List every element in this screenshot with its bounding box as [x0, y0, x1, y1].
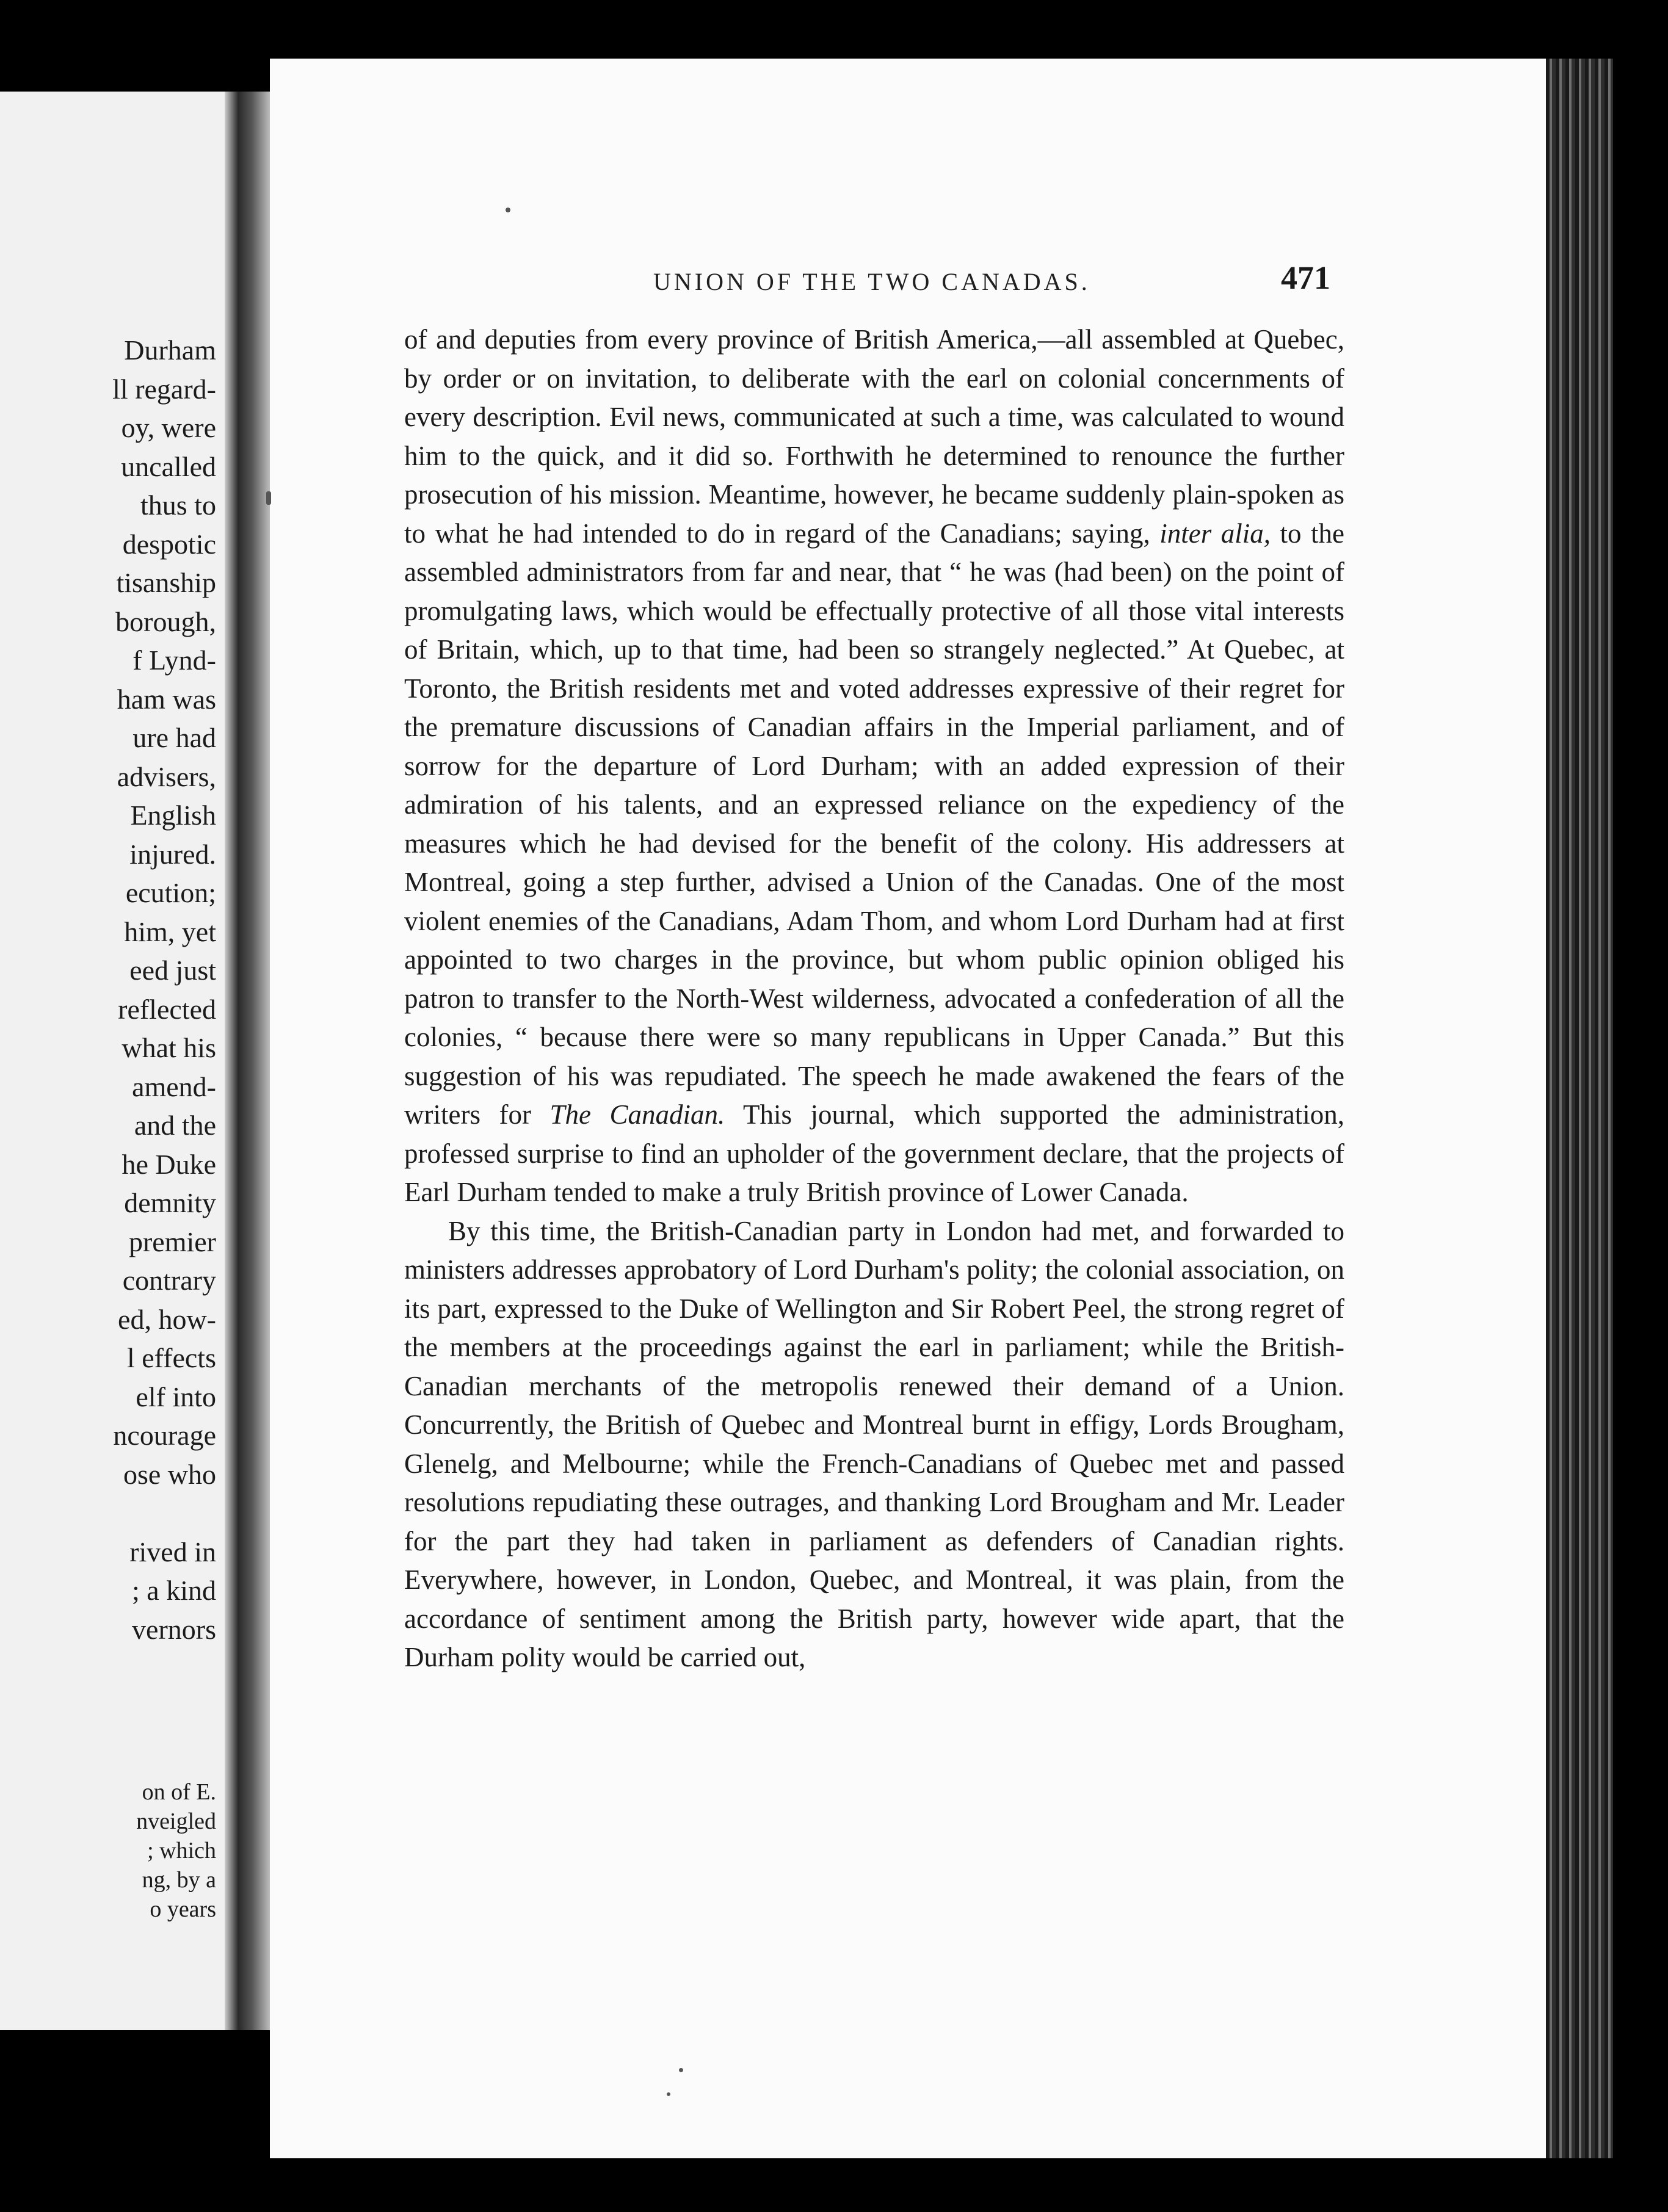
ink-speck [506, 208, 510, 212]
left-page-line: contrary [122, 1265, 216, 1296]
left-page-line: eed just [129, 955, 216, 986]
left-page-line: what his [121, 1032, 216, 1063]
ink-speck [667, 2092, 670, 2096]
left-page-line: ; which [147, 1838, 216, 1863]
left-page-line [112, 1494, 216, 1533]
left-page-line: advisers, [117, 761, 216, 792]
body-text [404, 320, 1344, 1677]
left-page-line: on of E. [142, 1779, 216, 1805]
text-run: of and deputies from every province of British America,—all assembled at Quebec, by order or on invitation, to deliberate with the earl on colonial concernments of every description. Evil news, communicated at such a time, was calculated to wound him to the quick, and it did so. Forthwith he determined to renounce the further prosecution of his mission. Meantime, however, he became suddenly plain-spoken as to what he had intended to do in regard of the Canadians; saying, [404, 324, 1344, 549]
left-facing-page [0, 92, 225, 2030]
left-page-line: tisanship [116, 567, 216, 598]
left-page-line: English [130, 800, 216, 831]
text-run: This journal, which supported the administration, professed surprise to find an upholder of the government declare, that the projects of Earl Durham tended to make a truly British province of Lower Canada. [404, 1099, 1344, 1207]
paragraph-1 [404, 320, 1344, 1212]
italic-run: The Canadian. [549, 1099, 725, 1130]
page-number: 471 [1281, 259, 1330, 296]
left-page-line: ncourage [113, 1420, 216, 1451]
text-run: to the assembled administrators from far and near, that “ he was (had been) on the point of promulgating laws, which would be effectually protective of all those vital interests of Britain, which, up to that time, had been so strangely neglected.” At Quebec, at Toronto, the British residents met and voted addresses expressive of their regret for the premature discussions of Canadian affairs in the Imperial parliament, and of sorrow for the departure of Lord Durham; with an added expression of their admiration of his talents, and an expressed reliance on the expediency of the measures which he had devised for the benefit of the colony. His addressers at Montreal, going a step further, advised a Union of the Canadas. One of the most violent enemies of the Canadians, Adam Thom, and whom Lord Durham had at first appointed to two charges in the province, but whom public opinion obliged his patron to transfer to the North-West wilderness, advocated a confederation of all the colonies, “ because there were so many republicans in Upper Canada.” But this suggestion of his was repudiated. The speech he made awakened the fears of the writers for [404, 518, 1344, 1130]
left-page-line: and the [134, 1110, 216, 1141]
left-page-line: ng, by a [142, 1867, 216, 1893]
left-page-line: thus to [140, 490, 216, 521]
left-page-line: l effects [126, 1342, 216, 1373]
left-page-footnotes [136, 1777, 216, 1924]
left-page-line: nveigled [136, 1809, 216, 1834]
left-page-line: premier [128, 1226, 216, 1257]
book-gutter [225, 92, 270, 2030]
left-page-line: borough, [115, 605, 216, 637]
left-page-line: oy, were [121, 412, 216, 443]
left-page-line: ; a kind [132, 1575, 216, 1606]
left-page-line: ure had [132, 722, 216, 753]
left-page-line: reflected [118, 993, 216, 1025]
left-page-line: Durham [124, 334, 216, 366]
italic-run: inter alia, [1159, 518, 1271, 549]
left-page-line: injured. [129, 838, 216, 870]
left-page-line: vernors [132, 1613, 216, 1645]
left-page-line: uncalled [121, 450, 216, 482]
left-page-line: he Duke [121, 1148, 216, 1180]
left-page-line: amend- [132, 1071, 216, 1102]
left-page-line: ham was [117, 683, 216, 715]
left-page-line: elf into [136, 1381, 216, 1412]
left-page-line: f Lynd- [132, 645, 216, 676]
left-page-line: ed, how- [118, 1303, 216, 1335]
left-page-text [112, 331, 216, 1649]
left-page-line: despotic [122, 528, 216, 560]
left-page-line: o years [150, 1896, 216, 1922]
left-page-line: demnity [124, 1187, 216, 1218]
left-page-line: ose who [123, 1458, 216, 1490]
left-page-line: him, yet [124, 916, 216, 947]
running-head: UNION OF THE TWO CANADAS. [653, 268, 1090, 295]
paragraph-2: By this time, the British-Canadian party in London had met, and forwarded to ministers addresses approbatory of Lord Durham's polity; the colonial association, on its part, expressed to the Duke of Wellington and Sir Robert Peel, the strong regret of the members at the proceedings against the earl in parliament; while the British-Canadian merchants of the metropolis renewed their demand of a Union. Concurrently, the British of Quebec and Montreal burnt in effigy, Lords Brougham, Glenelg, and Melbourne; while the French-Canadians of Quebec met and passed resolutions repudiating these outrages, and thanking Lord Brougham and Mr. Leader for the part they had taken in parliament as defenders of Canadian rights. Everywhere, however, in London, Quebec, and Montreal, it was plain, from the accordance of sentiment among the British party, however wide apart, that the Durham polity would be carried out, [404, 1215, 1344, 1672]
ink-speck [679, 2068, 683, 2072]
left-page-line: ll regard- [112, 373, 216, 405]
left-page-line: rived in [129, 1536, 216, 1567]
left-page-line: ecution; [125, 877, 216, 908]
ink-speck [266, 491, 271, 505]
page-edges [1546, 59, 1613, 2158]
